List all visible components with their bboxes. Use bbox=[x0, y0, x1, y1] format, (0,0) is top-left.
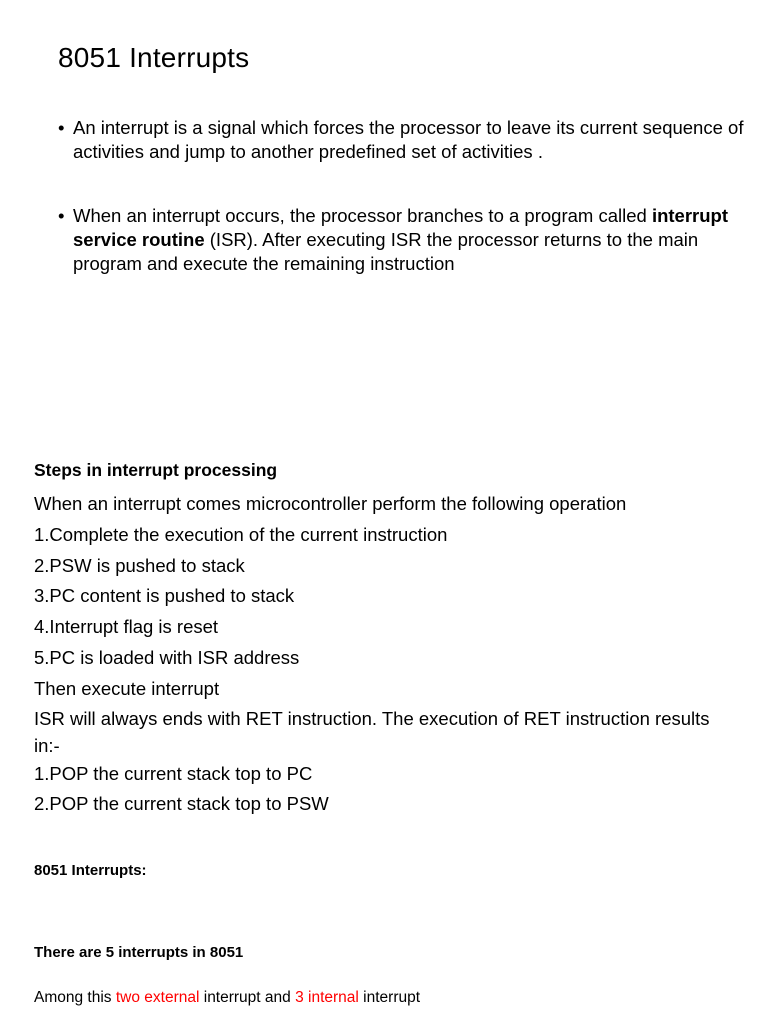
bullet-text: An interrupt is a signal which forces the processor to leave its current sequence of activities and jump to another predefined set of activities . bbox=[73, 117, 744, 162]
ret-item: 2.POP the current stack top to PSW bbox=[34, 793, 329, 815]
steps-section bbox=[34, 458, 734, 820]
text-part: Among this bbox=[34, 989, 116, 1006]
bullet-text-part: When an interrupt occurs, the processor branches to a program called bbox=[73, 205, 652, 226]
interrupt-types-line bbox=[34, 989, 420, 1007]
interrupt-count-line: There are 5 interrupts in 8051 bbox=[34, 944, 244, 961]
internal-interrupt-highlight: 3 internal bbox=[295, 989, 359, 1006]
external-interrupt-highlight: two external bbox=[115, 989, 200, 1006]
then-execute-line: Then execute interrupt bbox=[34, 677, 220, 699]
text-part: interrupt and bbox=[199, 989, 296, 1006]
step-item: 2.PSW is pushed to stack bbox=[34, 554, 245, 576]
bullet-dot: • bbox=[58, 205, 65, 226]
steps-heading: Steps in interrupt processing bbox=[34, 460, 278, 480]
step-item: 1.Complete the execution of the current instruction bbox=[34, 523, 448, 545]
ret-item: 1.POP the current stack top to PC bbox=[34, 762, 313, 784]
bullet-text-part: (ISR). After executing ISR the processor returns to the main program and execute the remaining instruction bbox=[73, 229, 699, 274]
step-item: 5.PC is loaded with ISR address bbox=[34, 646, 300, 668]
step-item: 3.PC content is pushed to stack bbox=[34, 585, 295, 607]
step-item: 4.Interrupt flag is reset bbox=[34, 616, 219, 638]
ret-note: ISR will always ends with RET instruction. The execution of RET instruction results in:- bbox=[34, 707, 710, 756]
bullet-text bbox=[73, 204, 748, 276]
steps-intro: When an interrupt comes microcontroller perform the following operation bbox=[34, 493, 627, 514]
isr-term: interrupt service routine bbox=[73, 205, 728, 250]
text-part: interrupt bbox=[358, 989, 421, 1006]
summary-heading: 8051 Interrupts: bbox=[34, 862, 147, 879]
bullet-dot: • bbox=[58, 117, 65, 138]
bullet-isr-explanation bbox=[58, 204, 748, 276]
slide-title: 8051 Interrupts bbox=[58, 42, 250, 73]
bullet-interrupt-definition bbox=[58, 116, 748, 164]
